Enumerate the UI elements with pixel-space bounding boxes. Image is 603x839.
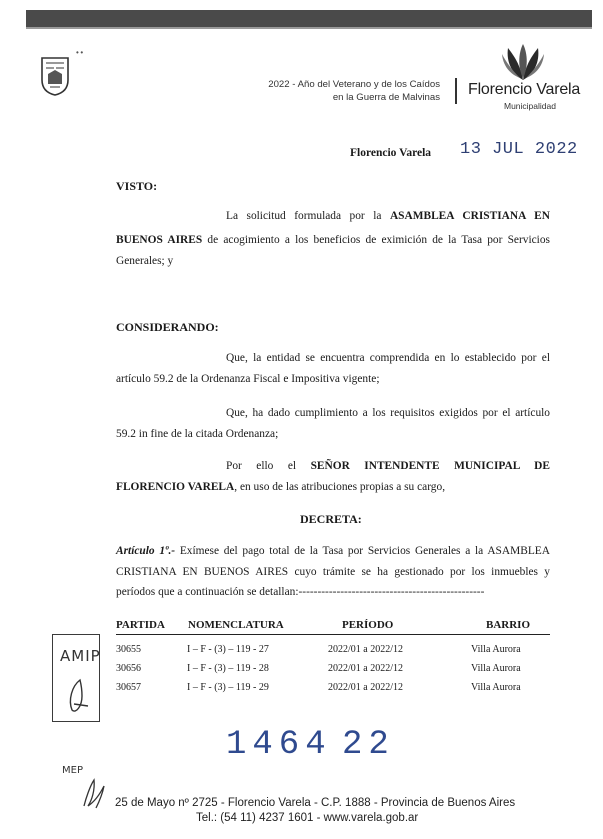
- table-row-2-partida: 30656: [116, 663, 141, 674]
- column-header-nomenclatura: NOMENCLATURA: [188, 619, 284, 631]
- decree-number: 1464: [226, 726, 332, 764]
- table-row-3-nomenclatura: I – F - (3) – 119 - 29: [187, 682, 269, 693]
- footer-contact: Tel.: (54 11) 4237 1601 - www.varela.gob.ar: [196, 812, 419, 824]
- article-1-label: Artículo 1º.-: [116, 545, 176, 557]
- table-row-3-barrio: Villa Aurora: [471, 682, 521, 693]
- considerando-p1-line2: artículo 59.2 de la Ordenanza Fiscal e Impositiva vigente;: [116, 373, 380, 385]
- visto-line-1: [226, 208, 550, 226]
- municipal-crest-icon: [40, 54, 70, 96]
- article-1-text-1: Exímese del pago total de la Tasa por Servicios Generales a la ASAMBLEA: [179, 545, 550, 557]
- column-header-partida: PARTIDA: [116, 619, 165, 631]
- table-row-3-periodo: 2022/01 a 2022/12: [328, 682, 403, 693]
- considerando-p3-text: Por ello el: [226, 460, 297, 472]
- column-header-barrio: BARRIO: [486, 619, 531, 631]
- motto-divider: [455, 78, 457, 104]
- visto-heading: VISTO:: [116, 179, 158, 193]
- scan-top-bar: [26, 10, 592, 27]
- visto-line-1-text: La solicitud formulada por la: [226, 210, 382, 222]
- date-stamp: 13 JUL 2022: [460, 140, 578, 159]
- handwritten-signature-icon: [80, 776, 108, 810]
- table-row-1-periodo: 2022/01 a 2022/12: [328, 644, 403, 655]
- footer-address: 25 de Mayo nº 2725 - Florencio Varela - C.P. 1888 - Provincia de Buenos Aires: [115, 797, 516, 809]
- article-1-line3: períodos que a continuación se detallan:-------------------------------------------------: [116, 586, 485, 598]
- table-row-3-partida: 30657: [116, 682, 141, 693]
- table-row-1-nomenclatura: I – F - (3) – 119 - 27: [187, 644, 269, 655]
- article-1-line2: CRISTIANA EN BUENOS AIRES cuyo trámite se ha gestionado por los inmuebles y: [116, 566, 550, 578]
- typist-initials: MEP: [62, 765, 83, 776]
- considerando-p2-line2: 59.2 in fine de la citada Ordenanza;: [116, 428, 279, 440]
- considerando-p3-line2: [116, 479, 445, 497]
- motto-line-2: en la Guerra de Malvinas: [332, 92, 440, 103]
- motto-line-1: 2022 - Año del Veterano y de los Caídos: [268, 79, 440, 90]
- column-header-periodo: PERÍODO: [342, 619, 394, 631]
- table-header-rule: [116, 634, 550, 635]
- visto-line-3: Generales; y: [116, 255, 174, 267]
- article-1-line1: [116, 543, 550, 561]
- place-name: Florencio Varela: [350, 147, 432, 159]
- considerando-p2-line1: Que, ha dado cumplimiento a los requisitos exigidos por el artículo: [226, 407, 550, 419]
- logo-name: Florencio Varela: [468, 81, 581, 98]
- entity-name-part-2: BUENOS AIRES: [116, 234, 203, 246]
- considerando-p3-line2-text: , en uso de las atribuciones propias a su cargo,: [234, 481, 446, 493]
- table-row-1-barrio: Villa Aurora: [471, 644, 521, 655]
- entity-name-part-1: ASAMBLEA CRISTIANA EN: [389, 210, 550, 222]
- considerando-p3-line1: [226, 458, 550, 476]
- table-row-1-partida: 30655: [116, 644, 141, 655]
- decreta-heading: DECRETA:: [300, 512, 362, 526]
- intendente-title: SEÑOR INTENDENTE MUNICIPAL DE: [310, 460, 550, 472]
- visto-line-2: [116, 232, 550, 250]
- year-motto: [180, 78, 440, 104]
- handwritten-initial-icon: [64, 676, 94, 716]
- considerando-p1-line1: Que, la entidad se encuentra comprendida en lo establecido por el: [226, 352, 550, 364]
- visto-line-2-text: de acogimiento a los beneficios de eximición de la Tasa por Servicios: [207, 234, 550, 246]
- approval-stamp-text: AMIP: [60, 647, 101, 665]
- decree-year: 22: [342, 726, 395, 764]
- florencio-varela-logo-icon: [498, 40, 548, 82]
- logo-subtitle: Municipalidad: [504, 101, 556, 111]
- considerando-heading: CONSIDERANDO:: [116, 320, 219, 334]
- table-row-2-periodo: 2022/01 a 2022/12: [328, 663, 403, 674]
- table-row-2-barrio: Villa Aurora: [471, 663, 521, 674]
- crest-mark: • •: [76, 48, 84, 57]
- municipality-name: FLORENCIO VARELA: [116, 481, 235, 493]
- table-row-2-nomenclatura: I – F - (3) – 119 - 28: [187, 663, 269, 674]
